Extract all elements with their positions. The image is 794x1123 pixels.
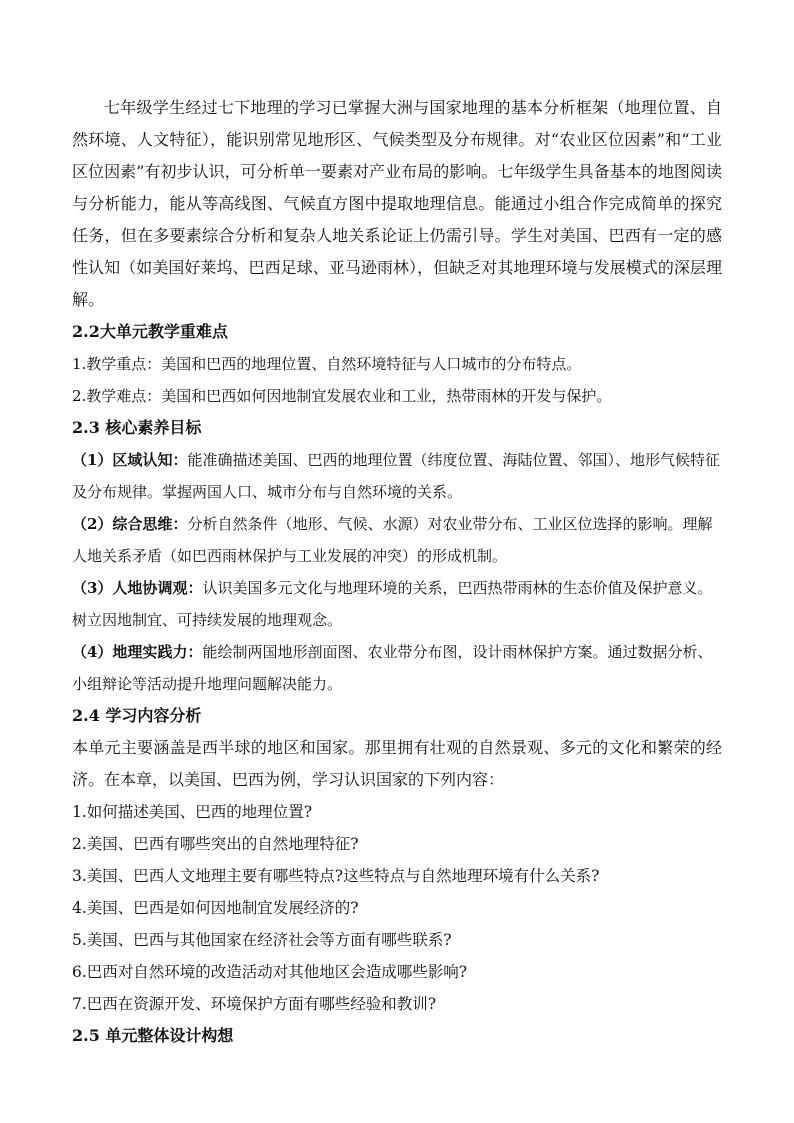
difficulty-item: 2.教学难点：美国和巴西如何因地制宜发展农业和工业，热带雨林的开发与保护。 bbox=[72, 387, 612, 405]
literacy-item-practice bbox=[72, 636, 722, 700]
literacy-item-regional bbox=[72, 444, 722, 508]
question-item: 5.美国、巴西与其他国家在经济社会等方面有哪些联系? bbox=[72, 931, 452, 949]
literacy-item-integrated bbox=[72, 508, 722, 572]
literacy-text: 分析自然条件（地形、气候、水源）对农业带分布、工业区位选择的影响。理解人地关系矛盾（如巴西雨林保护与工业发展的冲突）的形成机制。 bbox=[72, 515, 713, 565]
question-item: 6.巴西对自然环境的改造活动对其他地区会造成哪些影响? bbox=[72, 963, 468, 981]
literacy-tag: （2）综合思维： bbox=[72, 515, 188, 533]
literacy-tag: （4）地理实践力： bbox=[72, 643, 203, 661]
section-2-5-heading: 2.5 单元整体设计构想 bbox=[72, 1026, 234, 1045]
intro-paragraph: 七年级学生经过七下地理的学习已掌握大洲与国家地理的基本分析框架（地理位置、自然环境、人文特征），能识别常见地形区、气候类型及分布规律。对“农业区位因素”和“工业区位因素”有初步认识，可分析单一要素对产业布局的影响。七年级学生具备基本的地图阅读与分析能力，能从等高线图、气候直方图中提取地理信息。能通过小组合作完成简单的探究任务，但在多要素综合分析和复杂人地关系论证上仍需引导。学生对美国、巴西有一定的感性认知（如美国好莱坞、巴西足球、亚马逊雨林），但缺乏对其地理环境与发展模式的深层理解。 bbox=[72, 98, 722, 309]
key-point-item: 1.教学重点：美国和巴西的地理位置、自然环境特征与人口城市的分布特点。 bbox=[72, 355, 582, 373]
question-item: 1.如何描述美国、巴西的地理位置? bbox=[72, 803, 313, 821]
literacy-text: 能准确描述美国、巴西的地理位置（纬度位置、海陆位置、邻国）、地形气候特征及分布规律。掌握两国人口、城市分布与自然环境的关系。 bbox=[72, 451, 720, 501]
literacy-text: 认识美国多元文化与地理环境的关系，巴西热带雨林的生态价值及保护意义。树立因地制宜、可持续发展的地理观念。 bbox=[72, 579, 713, 629]
question-item: 3.美国、巴西人文地理主要有哪些特点?这些特点与自然地理环境有什么关系? bbox=[72, 867, 600, 885]
literacy-tag: （1）区域认知： bbox=[72, 451, 188, 469]
section-2-3-heading: 2.3 核心素养目标 bbox=[72, 418, 202, 437]
question-item: 2.美国、巴西有哪些突出的自然地理特征? bbox=[72, 835, 359, 853]
literacy-tag: （3）人地协调观： bbox=[72, 579, 203, 597]
literacy-item-harmony bbox=[72, 572, 722, 636]
section-2-2-heading: 2.2大单元教学重难点 bbox=[72, 322, 228, 341]
content-intro-paragraph: 本单元主要涵盖是西半球的地区和国家。那里拥有壮观的自然景观、多元的文化和繁荣的经济。在本章，以美国、巴西为例，学习认识国家的下列内容： bbox=[72, 738, 722, 789]
question-item: 7.巴西在资源开发、环境保护方面有哪些经验和教训? bbox=[72, 995, 437, 1013]
section-2-4-heading: 2.4 学习内容分析 bbox=[72, 706, 202, 725]
question-item: 4.美国、巴西是如何因地制宜发展经济的? bbox=[72, 899, 359, 917]
document-page bbox=[72, 92, 722, 1052]
literacy-text: 能绘制两国地形剖面图、农业带分布图，设计雨林保护方案。通过数据分析、小组辩论等活动提升地理问题解决能力。 bbox=[72, 643, 713, 693]
